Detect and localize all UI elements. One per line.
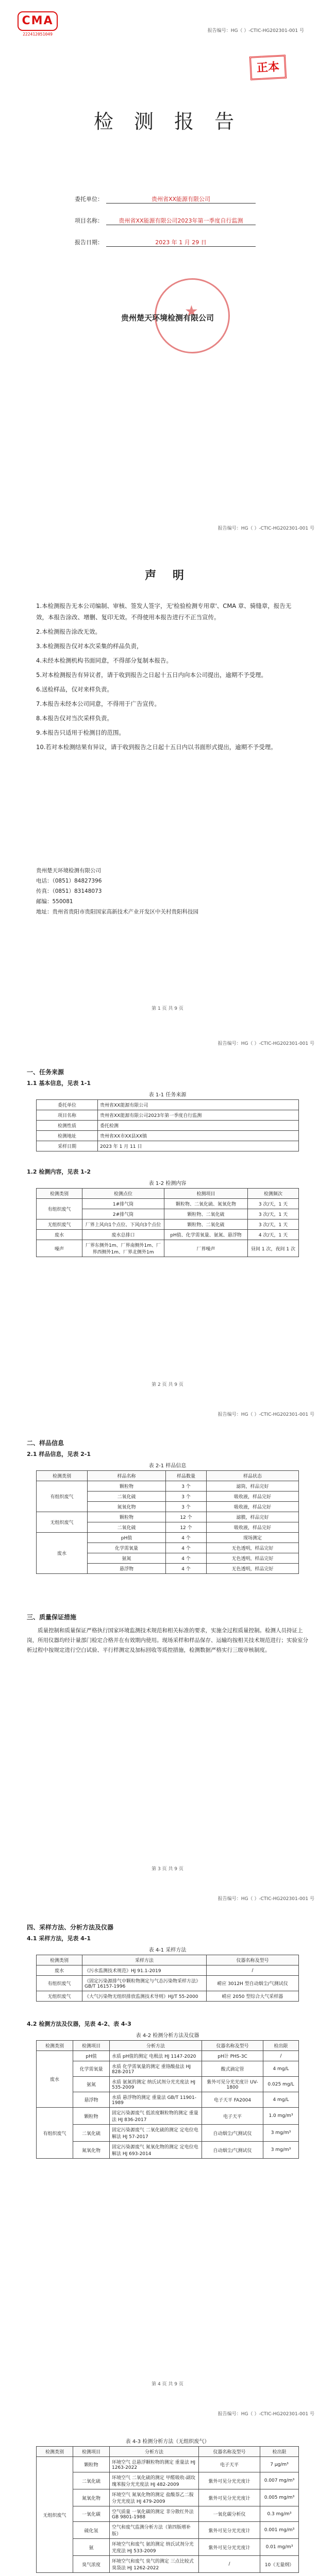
table-row: 硫化氢 空气和废气监测分析方法（第四版增补版） 紫外可见分光光度计 0.001 mg/m³ [37,2522,299,2539]
table-row: 检测性质 委托检测 [37,1121,299,1131]
table-row: 悬浮物 水质 悬浮物的测定 重量法 GB/T 11901-1989 电子天平 FA2004 4 mg/L [37,2092,299,2108]
page-footer: 第 1 页 共 9 页 [152,1006,183,1011]
declaration-item: 4.未经本检测机构书面同意，不得部分复制本报告。 [36,657,172,664]
table-row: 废水 废水总排口 pH值、化学需氧量、氨氮、悬浮物 4 次/天，1 天 [37,1230,299,1240]
table-caption: 表 1-1 任务来源 [148,1092,187,1098]
cover-field-date: 报告日期： 2023 年 1 月 29 日 [62,238,256,247]
declaration-title: 声 明 [145,569,190,582]
subsection-heading: 1.2 检测内容，见表 1-2 [27,1168,91,1175]
table-row: 无组织废气 颗粒物 环境空气 总悬浮颗粒物的测定 重量法 HJ 1263-2022 电子天平 7 μg/m³ [37,2457,299,2472]
table-row: 2#排气筒 颗粒物、二氧化硫 3 次/天，1 天 [37,1209,299,1219]
methods-continued-page [0,2396,335,2576]
table-header-row: 检测类别 检测项目 分析方法 仪器名称及型号 检出限 [37,2041,299,2051]
table-row: 检测地址 贵州省XX市XX县XX镇 [37,1131,299,1141]
declaration-item: 9.本报告只适用于检测目的范围。 [36,729,125,736]
declaration-item: 5.对本检测报告有异议者，请于收到报告之日起十五日内向本公司提出，逾期不予受理。 [36,671,267,679]
table-caption: 表 4-2 检测分析方法及仪器 [136,2033,199,2039]
declaration-item: 7.本报告未经本公司同意，不得用于广告宣传。 [36,700,160,707]
table-row: 无组织废气 《大气污染物无组织排放监测技术导则》HJ/T 55-2000 崂应 2050 型综合大气采样器 [37,1991,299,2002]
sample-info-table [36,1470,299,1574]
table-row: 氨 环境空气和废气 氨的测定 纳氏试剂分光光度法 HJ 533-2009 紫外可见分光光度计 0.01 mg/m³ [37,2539,299,2556]
subsection-heading: 4.2 检测方法及仪器，见表 4-2、表 4-3 [27,2021,131,2027]
declaration-item: 8.本报告仅对当次采样负责。 [36,715,113,722]
table-row: 悬浮物 4 个 无色透明，样品完好 [37,1564,299,1574]
table-row: 氨氮 4 个 无色透明，样品完好 [37,1553,299,1564]
section-heading: 四、采样方法、分析方法及仪器 [27,1924,114,1931]
section-heading: 二、样品信息 [27,1439,64,1447]
cover-field-project: 项目名称： 贵州省XX能源有限公司2023年第一季度自行监测 [62,216,256,225]
report-title: 检 测 报 告 [93,110,242,133]
subsection-heading: 4.1 采样方法，见表 4-1 [27,1935,91,1942]
task-source-page [0,1025,335,1397]
contact-block [36,866,304,917]
table-row: 化学需氧量 水质 化学需氧量的测定 重铬酸盐法 HJ 828-2017 酸式滴定管 4 mg/L [37,2061,299,2077]
table-row: 废水 《污水监测技术规范》HJ 91.1-2019 / [37,1965,299,1976]
declaration-item: 3.本检测报告仅对本次采集的样品负责， [36,642,143,650]
table-row: 废水 pH值 水质 pH值的测定 电极法 HJ 1147-2020 pH计 PHS-3C / [37,2051,299,2061]
subsection-heading: 1.1 基本信息，见表 1-1 [27,1080,91,1087]
contact-postcode: 邮编：550081 [36,899,73,905]
contact-phone: 电话：（0851）84827396 [36,878,102,884]
table-row: 二氧化硫 固定污染源废气 二氧化硫的测定 定电位电解法 HJ 57-2017 自动烟尘/气测试仪 3 mg/m³ [37,2125,299,2142]
original-copy-stamp: 正本 [249,55,287,80]
table-row: 采样日期 2023 年 1 月 11 日 [37,1141,299,1151]
table-caption: 表 4-3 检测分析方法（无组织废气） [125,2439,210,2445]
task-info-table [36,1099,299,1151]
unorganized-gas-method-table [36,2446,299,2573]
report-number: 报告编号：HG（ ）-CTIC-HG202301-001 号 [217,1896,314,1902]
table-row: 二氧化硫 12 个 吸收液，样品完好 [37,1522,299,1533]
sample-info-page [0,1396,335,1881]
page-footer: 第 3 页 共 9 页 [152,1867,183,1872]
table-row: 有组织废气 《固定污染源排气中颗粒物测定与气态污染物采样方法》GB/T 16157-1996 崂应 3012H 型自动烟尘/气测试仪 [37,1976,299,1991]
table-row: 有组织废气 颗粒物 固定污染源废气 低浓度颗粒物的测定 重量法 HJ 836-2017 电子天平 1.0 mg/m³ [37,2108,299,2125]
report-number: 报告编号：HG（ ）-CTIC-HG202301-001 号 [217,1412,314,1417]
cma-number: 222412051049 [23,32,53,37]
table-header-row: 检测类别 样品名称 样品数量 样品状态 [37,1471,299,1481]
table-row: 无组织废气 厂界上风向1个点位、下风向3个点位 颗粒物、二氧化硫 3 次/天，1 天 [37,1219,299,1230]
report-number: 报告编号：HG（ ）-CTIC-HG202301-001 号 [217,1041,314,1046]
table-row: 项目名称 贵州省XX能源有限公司2023年第一季度自行监测 [37,1110,299,1121]
table-row: 无组织废气 颗粒物 12 个 滤膜，样品完好 [37,1512,299,1522]
table-row: 氮氧化物 3 个 吸收液，样品完好 [37,1502,299,1512]
table-header-row: 检测类别 采样方法 仪器名称及型号 [37,1955,299,1965]
section-heading: 三、质量保证措施 [27,1614,77,1621]
table-caption: 表 4-1 采样方法 [148,1947,187,1953]
table-row: 二氧化硫 3 个 吸收液，样品完好 [37,1492,299,1502]
cma-mark [18,11,58,37]
report-number: 报告编号：HG（ ）-CTIC-HG202301-001 号 [217,2412,314,2417]
declaration-list [36,600,299,756]
table-row: 委托单位 贵州省XX能源有限公司 [37,1100,299,1110]
methods-page [0,1880,335,2396]
testing-organization: 贵州楚天环境检测有限公司 [121,313,214,323]
table-row: 废水 pH值 4 个 现场测定 [37,1533,299,1543]
table-row: 有组织废气 颗粒物 3 个 滤筒，样品完好 [37,1481,299,1492]
contact-fax: 传真：（0851）83148073 [36,888,102,894]
table-row: 氨氮 水质 氨氮的测定 纳氏试剂分光光度法 HJ 535-2009 紫外可见分光光度计 UV-1800 0.025 mg/L [37,2077,299,2092]
sampling-method-table [36,1955,299,2002]
declaration-item: 6.送检样品，仅对来样负责。 [36,686,113,693]
table-header-row: 检测类别 检测点位 检测项目 检测频次 [37,1189,299,1199]
table-row: 化学需氧量 4 个 无色透明，样品完好 [37,1543,299,1553]
section-heading: 一、任务来源 [27,1069,64,1076]
table-row: 氮氧化物 固定污染源废气 氮氧化物的测定 定电位电解法 HJ 693-2014 自动烟尘/气测试仪 3 mg/m³ [37,2142,299,2159]
table-caption: 表 1-2 检测内容 [148,1181,187,1187]
table-row: 一氧化碳 空气质量 一氧化碳的测定 非分散红外法 GB 9801-1988 一氧化碳分析仪 0.3 mg/m³ [37,2506,299,2522]
subsection-heading: 2.1 样品信息，见表 2-1 [27,1451,91,1458]
table-caption: 表 2-1 样品信息 [148,1463,187,1469]
quality-assurance-text: 质量控制和质量保证严格执行国家环境监测技术规范和相关标准的要求，实施全过程质量控制。检测人员持证上岗，所用仪器均经计量部门检定合格并在有效期内使用。现场采样和样品保存、运输均按相关技术规范进行；实验室分析过程中按规定进行空白试验、平行样测定及加标回收等质控措施，检测数据严格实行三级审核制度。 [27,1628,308,1653]
table-row: 噪声 厂界东侧外1m、厂界南侧外1m、厂界西侧外1m、厂界北侧外1m 厂界噪声 昼间 1 次，夜间 1 次 [37,1240,299,1257]
declaration-item: 2.本检测报告涂改无效。 [36,628,101,635]
cover-field-client: 委托单位： 贵州省XX能源有限公司 [62,195,256,204]
table-row: 有组织废气 1#排气筒 颗粒物、二氧化硫、氮氧化物 3 次/天，1 天 [37,1199,299,1209]
report-number: 报告编号：HG（ ）-CTIC-HG202301-001 号 [207,28,304,33]
table-row: 氮氧化物 环境空气 氮氧化物的测定 盐酸萘乙二胺分光光度法 HJ 479-2009 紫外可见分光光度计 0.005 mg/m³ [37,2489,299,2506]
report-number: 报告编号：HG（ ）-CTIC-HG202301-001 号 [217,526,314,531]
contact-company: 贵州楚天环境检测有限公司 [36,868,101,874]
page-footer: 第 4 页 共 9 页 [152,2382,183,2387]
table-header-row: 检测类别 检测项目 分析方法 仪器名称及型号 检出限 [37,2447,299,2457]
table-row: 臭气浓度 环境空气和废气 臭气的测定 三点比较式臭袋法 HJ 1262-2022 / 10（无量纲） [37,2556,299,2573]
test-content-table [36,1188,299,1257]
cover-page [0,0,335,511]
cma-logo: CMA [18,11,58,31]
page-footer: 第 2 页 共 9 页 [152,1382,183,1387]
declaration-item: 10.若对本检测结果有异议，请于收到报告之日起十五日内以书面形式提出，逾期不予受理。 [36,743,277,751]
declaration-item: 1.本检测报告无本公司编制、审核、签发人签字，无'检验检测专用章'、CMA 章、骑缝章，报告无效，本报告涂改、增删、复印无效。不得使用本报告进行不正当宣传。 [36,602,292,621]
declaration-page [0,510,335,1026]
table-row: 二氧化硫 环境空气 二氧化硫的测定 甲醛吸收-副玫瑰苯胺分光光度法 HJ 482-2009 紫外可见分光光度计 0.007 mg/m³ [37,2472,299,2489]
analysis-method-table [36,2040,299,2159]
contact-address: 地址：贵州省贵阳市贵阳国家高新技术产业开发区中关村贵阳科技园 [36,909,198,915]
